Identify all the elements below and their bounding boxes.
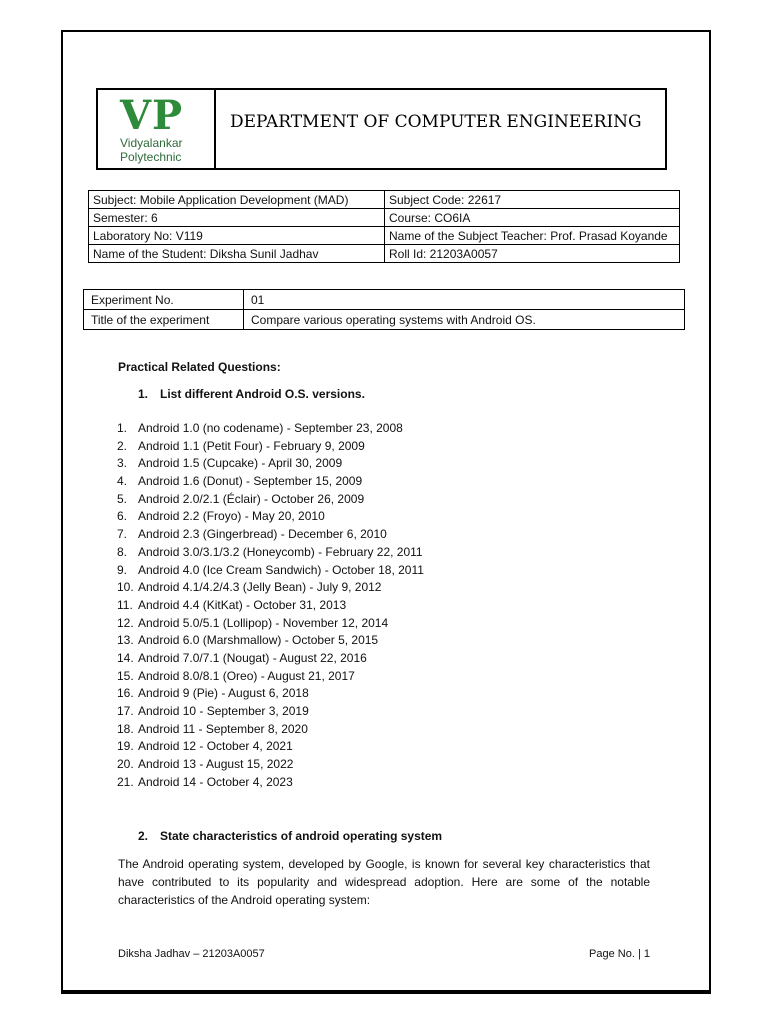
table-cell: Semester: 6 [89,209,385,227]
footer-page-number: Page No. | 1 [589,948,650,960]
table-row [84,310,685,330]
list-item-text: Android 9 (Pie) - August 6, 2018 [138,686,309,701]
list-item-text: Android 4.1/4.2/4.3 (Jelly Bean) - July 9, 2012 [138,580,382,595]
table-cell: Name of the Student: Diksha Sunil Jadhav [89,245,385,263]
list-item-number: 13. [117,633,134,648]
table-row [89,209,680,227]
subject-info-table [88,190,680,263]
list-item-text: Android 2.2 (Froyo) - May 20, 2010 [138,509,325,524]
list-item-text: Android 13 - August 15, 2022 [138,757,294,772]
list-item [117,526,424,544]
list-item-number: 20. [117,757,134,772]
list-item-number: 14. [117,650,134,665]
list-item [117,420,424,438]
list-item-text: Android 2.3 (Gingerbread) - December 6, 2010 [138,527,387,542]
list-item-text: Android 6.0 (Marshmallow) - October 5, 2015 [138,633,379,648]
footer-author: Diksha Jadhav – 21203A0057 [118,948,265,960]
question-text: State characteristics of android operating system [160,829,443,843]
document-header [96,88,667,170]
list-item [117,491,424,509]
list-item [117,738,424,756]
table-cell: 01 [244,290,685,310]
list-item [117,774,424,792]
list-item-number: 4. [117,474,128,489]
answer-paragraph: The Android operating system, developed by Google, is known for several key characteristics that have contributed to its popularity and widespread adoption. Here are some of the notable characteristics of the Android operating system: [118,857,650,907]
table-cell: Title of the experiment [84,310,244,330]
logo-name-line1: Vidyalankar [120,136,183,150]
list-item [117,597,424,615]
table-cell: Subject: Mobile Application Development (MAD) [89,191,385,209]
list-item [117,632,424,650]
logo-name-line2: Polytechnic [120,150,182,164]
list-item [117,438,424,456]
list-item-text: Android 3.0/3.1/3.2 (Honeycomb) - February 22, 2011 [138,544,423,559]
question-text: List different Android O.S. versions. [160,387,365,401]
institute-logo [98,90,216,168]
list-item-number: 2. [117,438,128,453]
list-item-number: 16. [117,686,134,701]
list-item-number: 21. [117,774,134,789]
question-number: 1. [138,387,149,401]
list-item-text: Android 12 - October 4, 2021 [138,739,293,754]
list-item-text: Android 1.1 (Petit Four) - February 9, 2009 [138,438,365,453]
questions-heading: Practical Related Questions: [118,360,281,374]
list-item [117,579,424,597]
list-item [117,668,424,686]
table-cell: Name of the Subject Teacher: Prof. Prasad Koyande [385,227,680,245]
list-item-number: 3. [117,456,128,471]
list-item [117,473,424,491]
list-item-text: Android 14 - October 4, 2023 [138,774,293,789]
list-item-number: 7. [117,527,128,542]
table-cell: Course: CO6IA [385,209,680,227]
question-1 [138,387,365,401]
list-item-number: 1. [117,421,128,435]
list-item-text: Android 7.0/7.1 (Nougat) - August 22, 2016 [138,650,367,665]
list-item-number: 18. [117,721,134,736]
page-bottom-rule [61,990,709,994]
list-item-number: 15. [117,668,134,683]
table-row [84,290,685,310]
list-item-number: 8. [117,544,128,559]
table-row [89,245,680,263]
list-item [117,615,424,633]
list-item-number: 10. [117,580,134,595]
list-item-text: Android 4.0 (Ice Cream Sandwich) - October 18, 2011 [138,562,424,577]
experiment-table [83,289,685,330]
table-cell: Compare various operating systems with Android OS. [244,310,685,330]
list-item-number: 6. [117,509,128,524]
list-item-number: 17. [117,704,134,718]
logo-mark: VP [120,92,184,139]
list-item [117,544,424,562]
list-item-number: 11. [117,597,133,612]
table-cell: Experiment No. [84,290,244,310]
list-item-text: Android 11 - September 8, 2020 [138,721,308,736]
list-item-number: 12. [117,615,134,630]
list-item [117,508,424,526]
list-item [117,455,424,473]
list-item-number: 19. [117,739,134,754]
question-2 [138,829,442,843]
list-item [117,685,424,703]
list-item-text: Android 2.0/2.1 (Éclair) - October 26, 2009 [138,491,365,506]
question-number: 2. [138,829,149,843]
list-item-text: Android 1.5 (Cupcake) - April 30, 2009 [138,456,343,471]
list-item-number: 5. [117,491,128,506]
list-item-number: 9. [117,562,128,577]
table-cell: Laboratory No: V119 [89,227,385,245]
list-item-text: Android 1.0 (no codename) - September 23, 2008 [138,421,403,435]
department-title: DEPARTMENT OF COMPUTER ENGINEERING [230,112,642,132]
list-item-text: Android 5.0/5.1 (Lollipop) - November 12, 2014 [138,615,389,630]
list-item [117,721,424,739]
list-item-text: Android 1.6 (Donut) - September 15, 2009 [138,474,363,489]
list-item [117,650,424,668]
list-item [117,756,424,774]
list-item-text: Android 10 - September 3, 2019 [138,704,309,718]
table-cell: Subject Code: 22617 [385,191,680,209]
list-item-text: Android 4.4 (KitKat) - October 31, 2013 [138,597,347,612]
list-item-text: Android 8.0/8.1 (Oreo) - August 21, 2017 [138,668,355,683]
table-row [89,227,680,245]
table-cell: Roll Id: 21203A0057 [385,245,680,263]
list-item [117,703,424,721]
table-row [89,191,680,209]
android-versions-list [117,420,424,791]
list-item [117,562,424,580]
